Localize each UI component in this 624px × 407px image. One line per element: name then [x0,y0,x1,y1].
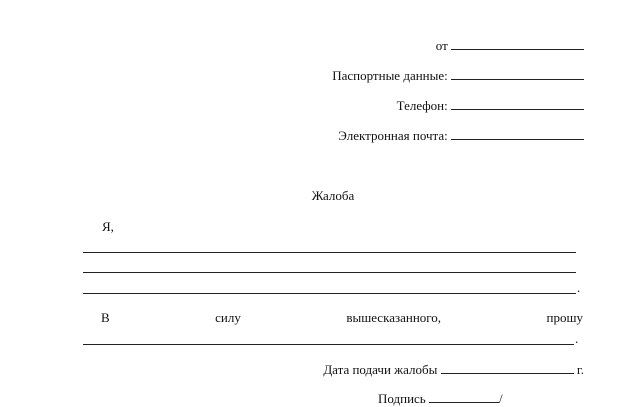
from-line [436,37,584,54]
body-blank-line-2[interactable] [83,272,576,273]
request-period: . [575,331,579,346]
email-line [338,127,584,144]
closing-word-1: В [101,310,110,325]
date-line [323,361,584,378]
email-label: Электронная почта: [338,128,448,143]
phone-blank[interactable] [451,97,584,110]
intro-text: Я, [102,219,114,234]
body-period: . [577,280,581,295]
body-blank-line-3[interactable] [83,293,576,294]
document-title: Жалоба [311,188,355,203]
date-label: Дата подачи жалобы [323,362,438,377]
signature-blank[interactable] [429,390,499,403]
phone-line [397,97,584,114]
email-blank[interactable] [451,127,584,140]
passport-label: Паспортные данные: [332,68,448,83]
phone-label: Телефон: [396,98,448,113]
passport-blank[interactable] [451,67,584,80]
closing-line [101,310,583,326]
passport-line [332,67,584,84]
year-suffix: г. [576,362,584,377]
signature-line [378,390,503,407]
request-blank-line[interactable] [83,344,574,345]
body-blank-line-1[interactable] [83,252,576,253]
signature-separator: / [499,391,503,406]
from-blank[interactable] [451,37,584,50]
date-blank[interactable] [441,361,574,374]
closing-word-4: прошу [546,310,583,325]
signature-label: Подпись [378,391,426,406]
from-label: от [435,38,448,53]
closing-word-2: силу [215,310,241,325]
closing-word-3: вышесказанного, [346,310,442,325]
